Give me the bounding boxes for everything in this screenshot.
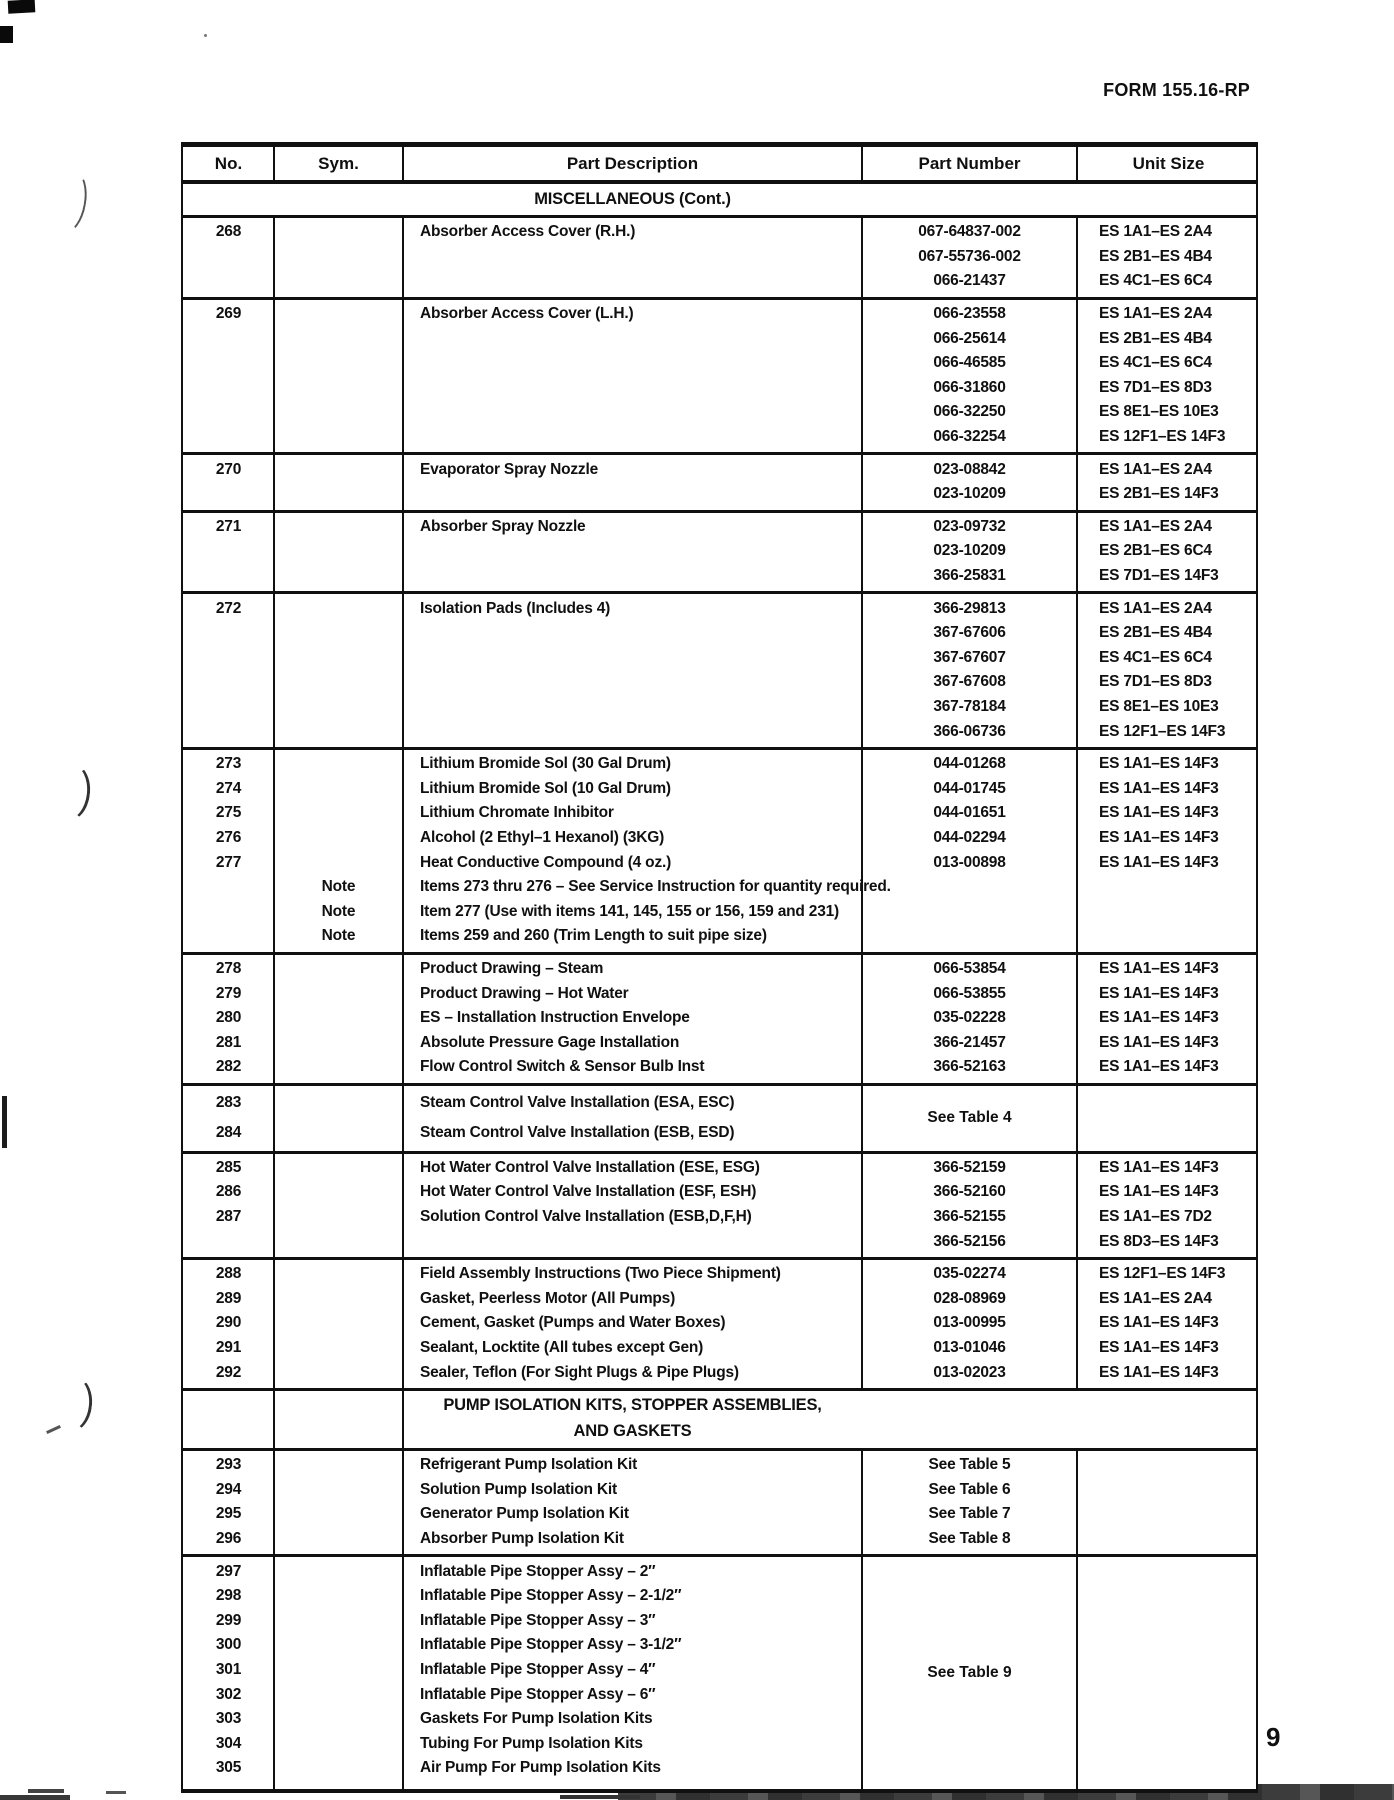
cell-desc: Gaskets For Pump Isolation Kits [420,1710,653,1728]
see-table-reference: See Table 9 [927,1663,1012,1681]
table-row [183,1756,1256,1781]
table-row [183,457,1256,482]
cell-size: ES 8E1–ES 10E3 [1099,403,1219,421]
cell-no: 304 [215,1734,242,1752]
cell-no: 274 [215,779,242,797]
cell-desc: Steam Control Valve Installation (ESA, ESC) [420,1093,735,1111]
cell-no: 281 [215,1033,242,1051]
cell-pn: 366-52156 [933,1232,1006,1250]
cell-pn: 067-55736-002 [918,247,1021,265]
table-row [183,1502,1256,1527]
cell-size: ES 4C1–ES 6C4 [1099,648,1212,666]
table-row [183,776,1256,801]
column-header-no: No. [214,153,243,173]
cell-size: ES 1A1–ES 2A4 [1099,305,1212,323]
table-row [183,875,1256,900]
cell-no: 302 [215,1685,242,1703]
row-group [183,300,1256,456]
table-row [183,1633,1256,1658]
scan-artifact-corner-blob [8,0,36,14]
cell-pn: 066-21437 [933,272,1006,290]
cell-size: ES 1A1–ES 14F3 [1099,853,1219,871]
table-row [183,1731,1256,1756]
cell-pn: 028-08969 [933,1289,1006,1307]
cell-size: ES 1A1–ES 2A4 [1099,223,1212,241]
cell-desc: Inflatable Pipe Stopper Assy – 2-1/2″ [420,1587,682,1605]
cell-no: 275 [215,804,242,822]
cell-pn: 366-52159 [933,1158,1006,1176]
cell-pn: 035-02274 [933,1265,1006,1283]
table-row [183,1609,1256,1634]
table-row [183,695,1256,720]
scan-artifact-dot [204,34,207,37]
cell-size: ES 1A1–ES 7D2 [1099,1208,1212,1226]
table-row [183,1262,1256,1287]
cell-desc: Inflatable Pipe Stopper Assy – 3″ [420,1611,656,1629]
cell-no: 276 [215,828,242,846]
row-group [183,955,1256,1086]
cell-desc: Lithium Chromate Inhibitor [420,804,614,822]
cell-pn: 366-52163 [933,1058,1006,1076]
cell-pn: 023-10209 [933,542,1006,560]
cell-size: ES 8D3–ES 14F3 [1099,1232,1219,1250]
cell-desc: Items 273 thru 276 – See Service Instruction for quantity required. [420,878,891,896]
row-group [183,1557,1256,1788]
cell-size: ES 1A1–ES 14F3 [1099,1033,1219,1051]
section-title-row [183,1419,1256,1445]
cell-desc: Product Drawing – Hot Water [420,984,629,1002]
table-row [183,1311,1256,1336]
cell-pn: 023-10209 [933,485,1006,503]
cell-pn: See Table 5 [928,1456,1011,1474]
row-group [183,1086,1256,1154]
column-header-sym: Sym. [318,153,359,173]
cell-size: ES 1A1–ES 2A4 [1099,517,1212,535]
table-row [183,302,1256,327]
section-title: PUMP ISOLATION KITS, STOPPER ASSEMBLIES, [443,1396,822,1415]
cell-desc: Inflatable Pipe Stopper Assy – 6″ [420,1685,656,1703]
cell-pn: 366-52155 [933,1208,1006,1226]
table-row [183,539,1256,564]
cell-size: ES 1A1–ES 14F3 [1099,804,1219,822]
cell-size: ES 2B1–ES 4B4 [1099,624,1212,642]
cell-pn: 013-02023 [933,1363,1006,1381]
cell-pn: See Table 8 [928,1530,1011,1548]
scan-artifact-bottom-dash3 [560,1795,640,1799]
page-number: 9 [1266,1722,1281,1752]
cell-no: 286 [215,1183,242,1201]
cell-desc: Tubing For Pump Isolation Kits [420,1734,643,1752]
column-header-part-description: Part Description [566,153,699,173]
cell-pn: 367-78184 [933,697,1006,715]
cell-pn: 066-53854 [933,959,1006,977]
cell-size: ES 1A1–ES 14F3 [1099,1158,1219,1176]
section-header-block [183,184,1256,218]
header-divider [1076,147,1078,180]
row-group [183,455,1256,512]
table-row [183,646,1256,671]
cell-size: ES 1A1–ES 14F3 [1099,1363,1219,1381]
cell-pn: 044-01651 [933,804,1006,822]
cell-no: 285 [215,1158,242,1176]
cell-pn: 366-06736 [933,722,1006,740]
scan-artifact-curve-middle [47,761,93,823]
cell-no: 293 [215,1456,242,1474]
table-row [183,1088,1256,1118]
cell-pn: 035-02228 [933,1009,1006,1027]
cell-size: ES 2B1–ES 6C4 [1099,542,1212,560]
section-title-row [183,1393,1256,1419]
cell-no: 301 [215,1660,242,1678]
cell-size: ES 1A1–ES 14F3 [1099,755,1219,773]
cell-desc: Cement, Gasket (Pumps and Water Boxes) [420,1314,726,1332]
cell-pn: 366-52160 [933,1183,1006,1201]
cell-pn: See Table 7 [928,1505,1011,1523]
table-row [183,924,1256,949]
cell-size: ES 2B1–ES 14F3 [1099,485,1219,503]
cell-desc: Refrigerant Pump Isolation Kit [420,1456,638,1474]
section-title: AND GASKETS [573,1422,692,1441]
table-row [183,425,1256,450]
cell-no: 277 [215,853,242,871]
header-divider [273,147,275,180]
table-row [183,515,1256,540]
header-divider [861,147,863,180]
column-header-unit-size: Unit Size [1132,153,1205,173]
cell-no: 280 [215,1009,242,1027]
cell-size: ES 7D1–ES 8D3 [1099,673,1212,691]
cell-no: 298 [215,1587,242,1605]
cell-desc: Alcohol (2 Ethyl–1 Hexanol) (3KG) [420,828,665,846]
cell-no: 278 [215,959,242,977]
row-group [183,1154,1256,1260]
table-row [183,400,1256,425]
cell-desc: Items 259 and 260 (Trim Length to suit pipe size) [420,927,767,945]
cell-pn: 013-01046 [933,1339,1006,1357]
cell-no: 289 [215,1289,242,1307]
cell-desc: Heat Conductive Compound (4 oz.) [420,853,672,871]
table-row [183,899,1256,924]
cell-no: 297 [215,1562,242,1580]
cell-desc: Evaporator Spray Nozzle [420,460,599,478]
table-row [183,1287,1256,1312]
cell-no: 296 [215,1530,242,1548]
scan-artifact-left-bar [2,1096,7,1148]
cell-size: ES 2B1–ES 4B4 [1099,329,1212,347]
cell-desc: Hot Water Control Valve Installation (ESE, ESG) [420,1158,760,1176]
cell-desc: Steam Control Valve Installation (ESB, ESD) [420,1123,735,1141]
cell-pn: 366-29813 [933,599,1006,617]
cell-pn: 023-09732 [933,517,1006,535]
cell-desc: Lithium Bromide Sol (30 Gal Drum) [420,755,671,773]
cell-desc: Gasket, Peerless Motor (All Pumps) [420,1289,676,1307]
table-row [183,801,1256,826]
scan-artifact-bottom-dash1 [28,1789,64,1793]
cell-desc: Hot Water Control Valve Installation (ESF, ESH) [420,1183,757,1201]
table-row [183,1205,1256,1230]
see-table-reference: See Table 4 [927,1109,1012,1127]
cell-no: 300 [215,1636,242,1654]
cell-desc: Inflatable Pipe Stopper Assy – 2″ [420,1562,656,1580]
cell-size: ES 1A1–ES 14F3 [1099,959,1219,977]
cell-desc: Air Pump For Pump Isolation Kits [420,1759,661,1777]
table-row [183,1360,1256,1385]
table-row [183,482,1256,507]
cell-desc: Absorber Access Cover (L.H.) [420,305,634,323]
cell-size: ES 12F1–ES 14F3 [1099,722,1226,740]
table-row [183,596,1256,621]
table-row [183,351,1256,376]
cell-size: ES 12F1–ES 14F3 [1099,1265,1226,1283]
table-row [183,752,1256,777]
cell-size: ES 1A1–ES 14F3 [1099,1009,1219,1027]
cell-pn: 066-32250 [933,403,1006,421]
cell-no: 269 [215,305,242,323]
cell-sym: Note [321,927,356,945]
cell-no: 273 [215,755,242,773]
table-row [183,1006,1256,1031]
table-header-row [183,147,1256,184]
table-row [183,719,1256,744]
cell-desc: Absorber Pump Isolation Kit [420,1530,624,1548]
cell-no: 291 [215,1339,242,1357]
table-row [183,1478,1256,1503]
cell-size: ES 1A1–ES 14F3 [1099,984,1219,1002]
cell-pn: 367-67606 [933,624,1006,642]
cell-no: 295 [215,1505,242,1523]
cell-size: ES 1A1–ES 2A4 [1099,460,1212,478]
cell-sym: Note [321,878,356,896]
cell-no: 290 [215,1314,242,1332]
cell-pn: 066-32254 [933,428,1006,446]
table-row [183,981,1256,1006]
table-row [183,220,1256,245]
cell-size: ES 8E1–ES 10E3 [1099,697,1219,715]
cell-pn: 044-01268 [933,755,1006,773]
cell-desc: ES – Installation Instruction Envelope [420,1009,690,1027]
cell-size: ES 4C1–ES 6C4 [1099,272,1212,290]
cell-pn: 044-02294 [933,828,1006,846]
cell-size: ES 7D1–ES 8D3 [1099,378,1212,396]
cell-size: ES 12F1–ES 14F3 [1099,428,1226,446]
section-header-block [183,1391,1256,1451]
table-row [183,1336,1256,1361]
cell-pn: 013-00995 [933,1314,1006,1332]
cell-pn: 066-31860 [933,378,1006,396]
table-row [183,850,1256,875]
row-group [183,1451,1256,1557]
cell-desc: Flow Control Switch & Sensor Bulb Inst [420,1058,705,1076]
cell-size: ES 1A1–ES 2A4 [1099,1289,1212,1307]
row-group [183,750,1256,955]
cell-desc: Sealer, Teflon (For Sight Plugs & Pipe Plugs) [420,1363,739,1381]
cell-size: ES 1A1–ES 14F3 [1099,779,1219,797]
cell-size: ES 1A1–ES 14F3 [1099,1183,1219,1201]
cell-size: ES 7D1–ES 14F3 [1099,567,1219,585]
cell-no: 305 [215,1759,242,1777]
cell-no: 287 [215,1208,242,1226]
column-header-part-number: Part Number [918,153,1021,173]
cell-pn: 366-21457 [933,1033,1006,1051]
table-row [183,1229,1256,1254]
cell-desc: Isolation Pads (Includes 4) [420,599,611,617]
table-row [183,670,1256,695]
cell-desc: Sealant, Locktite (All tubes except Gen) [420,1339,704,1357]
table-row [183,621,1256,646]
row-group [183,513,1256,595]
section-title-row [183,186,1256,212]
table-row [183,1055,1256,1080]
table-row [183,245,1256,270]
cell-desc: Inflatable Pipe Stopper Assy – 4″ [420,1660,656,1678]
cell-desc: Item 277 (Use with items 141, 145, 155 or 156, 159 and 231) [420,902,839,920]
cell-pn: 367-67608 [933,673,1006,691]
cell-no: 284 [215,1123,242,1141]
row-group [183,1260,1256,1391]
cell-desc: Generator Pump Isolation Kit [420,1505,629,1523]
cell-no: 279 [215,984,242,1002]
scan-artifact-dash [46,1425,61,1434]
cell-no: 282 [215,1058,242,1076]
cell-no: 271 [215,517,242,535]
cell-desc: Lithium Bromide Sol (10 Gal Drum) [420,779,671,797]
cell-sym: Note [321,902,356,920]
cell-desc: Absorber Access Cover (R.H.) [420,223,636,241]
table-row [183,1118,1256,1148]
cell-no: 294 [215,1480,242,1498]
cell-size: ES 1A1–ES 14F3 [1099,828,1219,846]
scan-artifact-curve-top [50,169,91,235]
table-row [183,326,1256,351]
cell-desc: Inflatable Pipe Stopper Assy – 3-1/2″ [420,1636,682,1654]
table-row [183,1527,1256,1552]
cell-no: 299 [215,1611,242,1629]
cell-pn: 066-25614 [933,329,1006,347]
cell-desc: Absorber Spray Nozzle [420,517,586,535]
table-row [183,1030,1256,1055]
cell-desc: Field Assembly Instructions (Two Piece Shipment) [420,1265,781,1283]
cell-pn: 367-67607 [933,648,1006,666]
cell-no: 270 [215,460,242,478]
table-row [183,1453,1256,1478]
cell-desc: Product Drawing – Steam [420,959,604,977]
table-row [183,957,1256,982]
cell-no: 288 [215,1265,242,1283]
table-row [183,1559,1256,1584]
cell-pn: 013-00898 [933,853,1006,871]
cell-size: ES 4C1–ES 6C4 [1099,354,1212,372]
cell-size: ES 2B1–ES 4B4 [1099,247,1212,265]
cell-size: ES 1A1–ES 14F3 [1099,1314,1219,1332]
form-number: FORM 155.16-RP [1103,80,1250,100]
table-row [183,564,1256,589]
table-row [183,269,1256,294]
cell-desc: Solution Pump Isolation Kit [420,1480,617,1498]
scan-artifact-bottom-dash2 [106,1791,126,1794]
cell-no: 283 [215,1093,242,1111]
table-row [183,1707,1256,1732]
cell-pn: 366-25831 [933,567,1006,585]
row-group [183,594,1256,750]
cell-pn: See Table 6 [928,1480,1011,1498]
table-row [183,376,1256,401]
cell-no: 272 [215,599,242,617]
header-divider [402,147,404,180]
scan-artifact-corner-blob2 [0,26,13,43]
parts-table [181,142,1258,1793]
table-row [183,826,1256,851]
cell-pn: 066-23558 [933,305,1006,323]
cell-pn: 044-01745 [933,779,1006,797]
cell-pn: 067-64837-002 [918,223,1021,241]
cell-desc: Solution Control Valve Installation (ESB,D,F,H) [420,1208,752,1226]
cell-size: ES 1A1–ES 2A4 [1099,599,1212,617]
table-row [183,1584,1256,1609]
table-row [183,1180,1256,1205]
cell-size: ES 1A1–ES 14F3 [1099,1339,1219,1357]
scan-artifact-bottom-left-band [0,1795,70,1800]
cell-no: 292 [215,1363,242,1381]
cell-pn: 066-46585 [933,354,1006,372]
cell-size: ES 1A1–ES 14F3 [1099,1058,1219,1076]
cell-pn: 066-53855 [933,984,1006,1002]
cell-no: 303 [215,1710,242,1728]
table-row [183,1658,1256,1683]
cell-desc: Absolute Pressure Gage Installation [420,1033,680,1051]
table-body [183,184,1256,1789]
cell-pn: 023-08842 [933,460,1006,478]
table-row [183,1682,1256,1707]
cell-no: 268 [215,223,242,241]
table-row [183,1156,1256,1181]
section-title: MISCELLANEOUS (Cont.) [534,189,731,208]
row-group [183,218,1256,300]
